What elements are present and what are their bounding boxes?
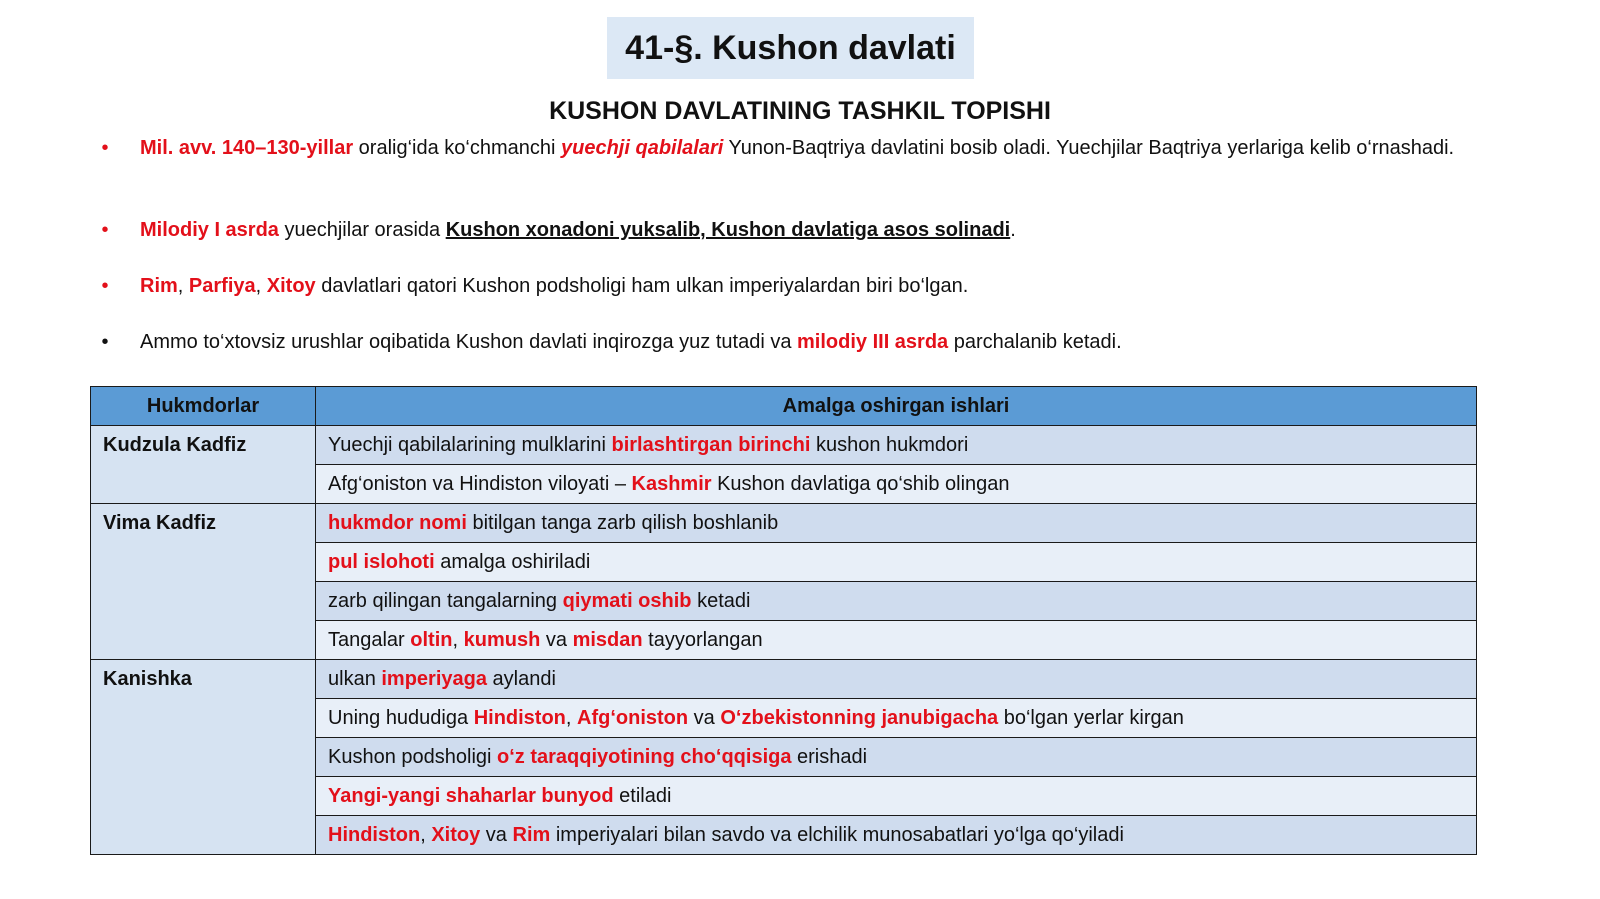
bullet-highlight: Milodiy I asrda [140,219,279,241]
achievement-cell: zarb qilingan tangalarning qiymati oshib ketadi [316,582,1477,621]
bullet-text: davlatlari qatori Kushon podsholigi ham ulkan imperiyalardan biri bo‘lgan. [315,275,969,297]
header-rulers: Hukmdorlar [91,387,316,426]
page-title: 41-§. Kushon davlati [607,17,974,79]
bullet-highlight: yuechji qabilalari [561,137,724,159]
bullet-text: , [255,275,267,297]
bullet-text: Ammo to‘xtovsiz urushlar oqibatida Kushon davlati inqirozga yuz tutadi va [140,331,798,353]
ruler-cell: Kudzula Kadfiz [91,426,316,504]
bullet-highlight: Xitoy [266,275,316,297]
ruler-cell: Vima Kadfiz [91,504,316,660]
header-achievements: Amalga oshirgan ishlari [316,387,1477,426]
achievement-cell: Kushon podsholigi o‘z taraqqiyotining cho‘qqisiga erishadi [316,738,1477,777]
bullet-text: parchalanib ketadi. [948,331,1122,353]
bullet-dot: • [101,331,109,353]
achievement-cell: Tangalar oltin, kumush va misdan tayyorlangan [316,621,1477,660]
achievement-cell: Yuechji qabilalarining mulklarini birlashtirgan birinchi kushon hukmdori [316,426,1477,465]
bullet-highlight: Parfiya [188,275,256,297]
achievement-cell: hukmdor nomi bitilgan tanga zarb qilish boshlanib [316,504,1477,543]
achievement-cell: ulkan imperiyaga aylandi [316,660,1477,699]
bullet-text: Yunon-Baqtriya davlatini bosib oladi. Yuechjilar Baqtriya yerlariga kelib o‘rnashadi. [723,137,1455,159]
achievement-cell: Afg‘oniston va Hindiston viloyati – Kashmir Kushon davlatiga qo‘shib olingan [316,465,1477,504]
table-row [91,426,1477,465]
achievement-cell: Hindiston, Xitoy va Rim imperiyalari bilan savdo va elchilik munosabatlari yo‘lga qo‘yiladi [316,816,1477,855]
table-header-row [91,387,1477,426]
bullet-dot: • [101,219,109,241]
section-subtitle: KUSHON DAVLATINING TASHKIL TOPISHI [549,97,1051,125]
bullet-highlight: milodiy III asrda [797,331,949,353]
bullet-text: . [1010,219,1016,241]
bullet-highlight: Rim [140,275,178,297]
bullet-dot: • [101,275,109,297]
achievement-cell: pul islohoti amalga oshiriladi [316,543,1477,582]
achievement-cell: Uning hududiga Hindiston, Afg‘oniston va O‘zbekistonning janubigacha bo‘lgan yerlar kirgan [316,699,1477,738]
table-row [91,660,1477,699]
bullet-text: yuechjilar orasida [278,219,446,241]
bullet-text: oralig‘ida ko‘chmanchi [353,137,561,159]
table-row [91,504,1477,543]
bullet-highlight: Mil. avv. 140–130-yillar [140,137,354,159]
bullet-dot: • [101,137,109,159]
achievement-cell: Yangi-yangi shaharlar bunyod etiladi [316,777,1477,816]
bullet-item [98,328,1478,356]
rulers-table [90,386,1477,855]
bullet-item [98,134,1478,162]
bullet-text: , [177,275,189,297]
bullet-underlined: Kushon xonadoni yuksalib, Kushon davlatiga asos solinadi [445,219,1011,241]
bullet-item [98,272,1478,300]
ruler-cell: Kanishka [91,660,316,855]
bullet-item [98,216,1478,244]
